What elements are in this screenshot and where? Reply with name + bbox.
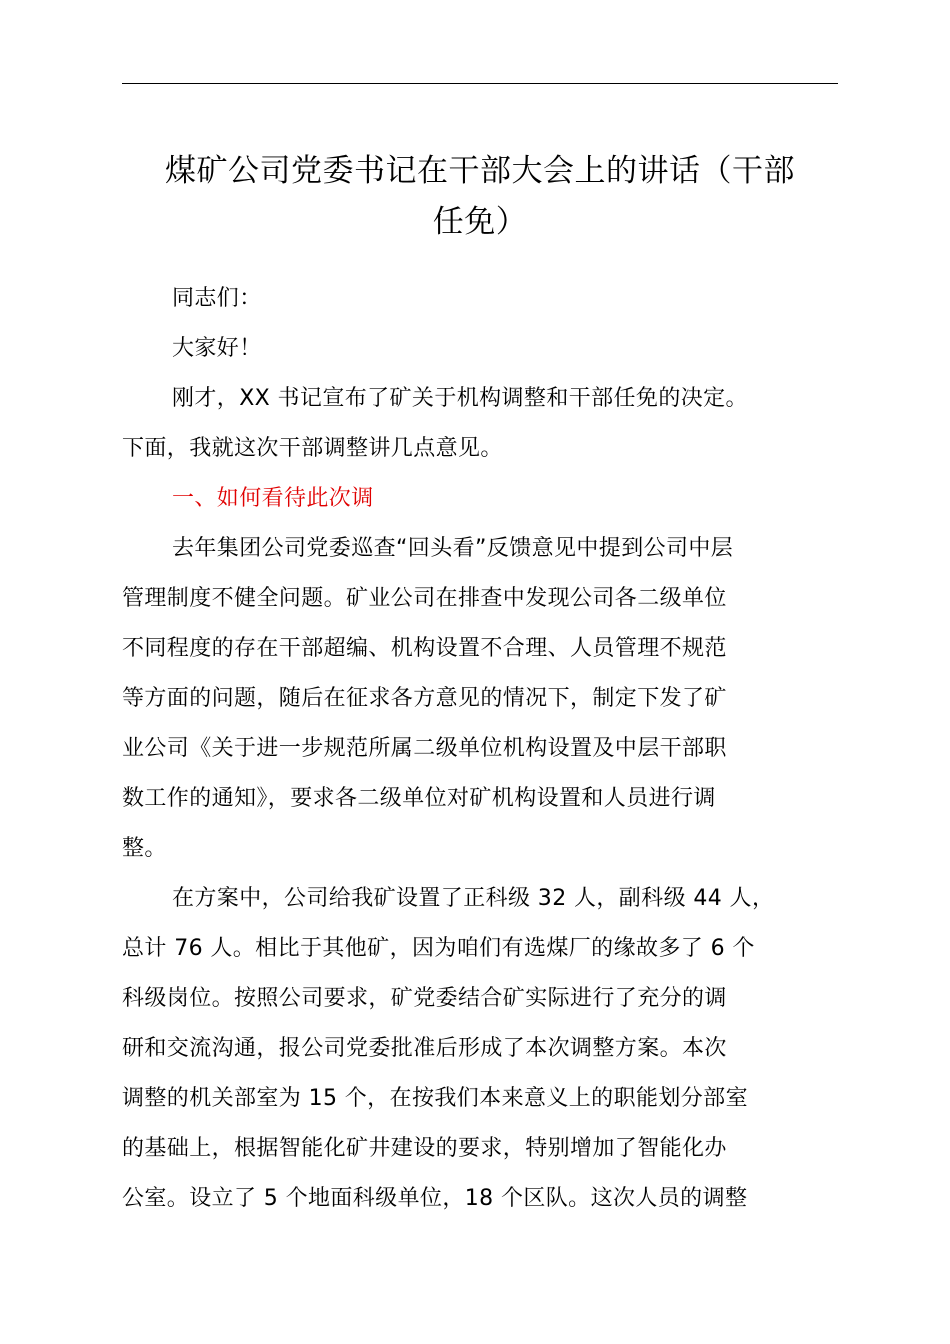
body-line: 大家好！ <box>172 336 262 361</box>
body-line: 的基础上，根据智能化矿井建设的要求，特别增加了智能化办 <box>122 1136 727 1161</box>
body-line: 去年集团公司党委巡查“回头看”反馈意见中提到公司中层 <box>172 536 734 561</box>
body-line: 调整的机关部室为 15 个，在按我们本来意义上的职能划分部室 <box>122 1086 748 1111</box>
document-title <box>122 146 838 248</box>
body-line: 业公司《关于进一步规范所属二级单位机构设置及中层干部职 <box>122 736 727 761</box>
body-line: 数工作的通知》，要求各二级单位对矿机构设置和人员进行调 <box>122 786 716 811</box>
body-line: 公室。设立了 5 个地面科级单位，18 个区队。这次人员的调整 <box>122 1186 748 1211</box>
header-rule <box>122 83 838 84</box>
body-line: 下面，我就这次干部调整讲几点意见。 <box>122 436 503 461</box>
body-line: 等方面的问题，随后在征求各方意见的情况下，制定下发了矿 <box>122 686 727 711</box>
body-line: 刚才，XX 书记宣布了矿关于机构调整和干部任免的决定。 <box>172 386 748 411</box>
body-line: 管理制度不健全问题。矿业公司在排查中发现公司各二级单位 <box>122 586 727 611</box>
body-line: 科级岗位。按照公司要求，矿党委结合矿实际进行了充分的调 <box>122 986 727 1011</box>
body-line: 研和交流沟通，报公司党委批准后形成了本次调整方案。本次 <box>122 1036 727 1061</box>
title-line-1: 煤矿公司党委书记在干部大会上的讲话（干部 <box>165 153 795 189</box>
title-line-2: 任免） <box>432 204 528 240</box>
body-line: 总计 76 人。相比于其他矿，因为咱们有选煤厂的缘故多了 6 个 <box>122 936 755 961</box>
body-line: 整。 <box>122 836 167 861</box>
section-heading: 一、如何看待此次调 <box>172 486 374 511</box>
body-line: 在方案中，公司给我矿设置了正科级 32 人，副科级 44 人， <box>172 886 775 911</box>
body-line: 不同程度的存在干部超编、机构设置不合理、人员管理不规范 <box>122 636 727 661</box>
document-body <box>122 274 838 1224</box>
body-line: 同志们： <box>172 286 262 311</box>
